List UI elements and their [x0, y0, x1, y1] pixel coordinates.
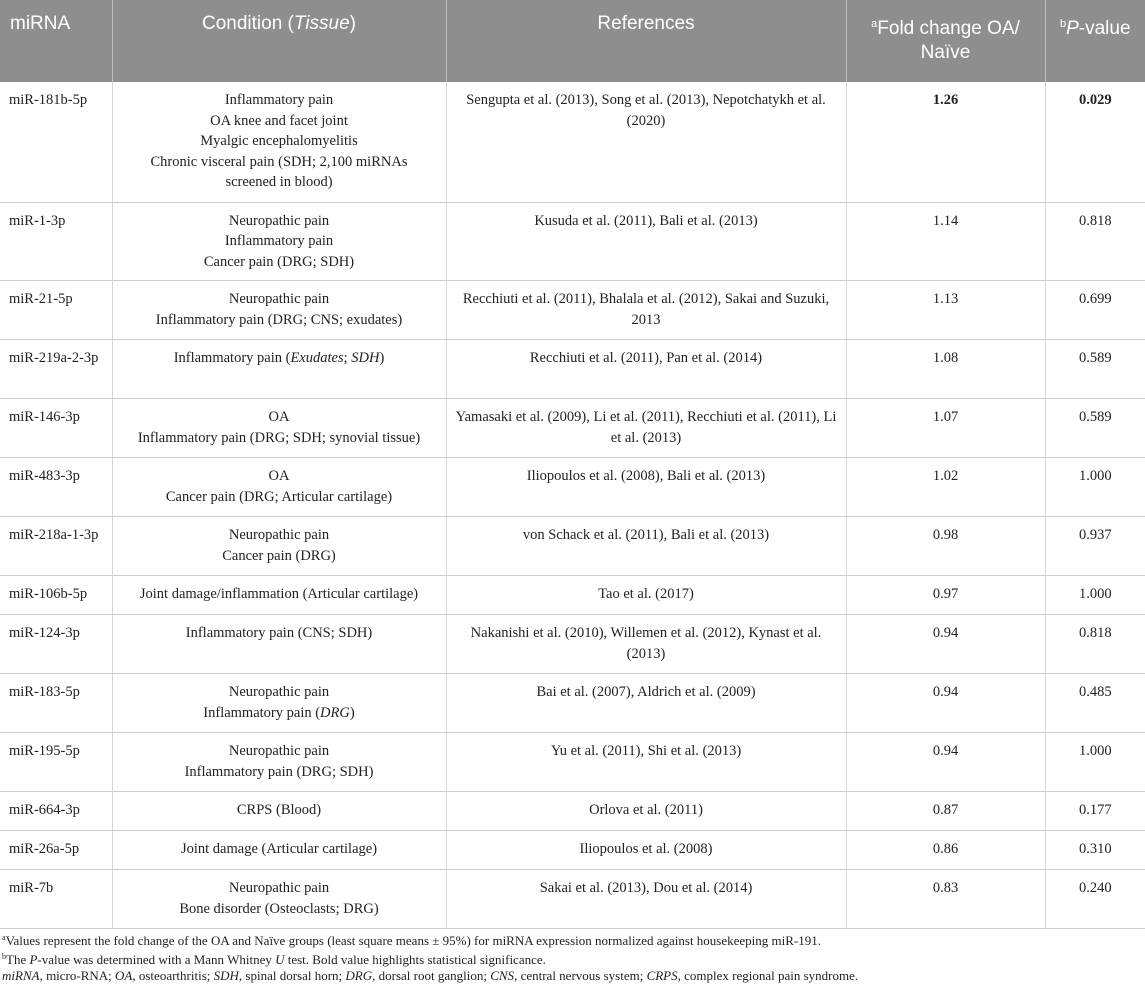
cell-references: Bai et al. (2007), Aldrich et al. (2009): [446, 674, 846, 733]
cell-fold-change: 1.08: [846, 340, 1045, 399]
abbr-term: OA: [115, 968, 133, 983]
cell-fold-change: 0.97: [846, 576, 1045, 615]
condition-fragment: ;: [343, 350, 352, 366]
cell-fold-change: 0.94: [846, 733, 1045, 792]
table-row: [0, 792, 1145, 831]
cell-references: Recchiuti et al. (2011), Pan et al. (2014): [446, 340, 846, 399]
abbr-term: CNS: [490, 968, 515, 983]
cell-pvalue: 0.818: [1045, 615, 1145, 674]
table-row: [0, 576, 1145, 615]
table-row: [0, 399, 1145, 458]
header-condition: Condition (Tissue): [112, 0, 446, 82]
condition-line: OA: [268, 409, 290, 425]
cell-condition: [112, 870, 446, 929]
condition-line: Neuropathic pain: [228, 212, 330, 229]
condition-fragment: ): [349, 704, 355, 721]
cell-mirna: miR-21-5p: [0, 281, 112, 340]
cell-mirna: miR-664-3p: [0, 792, 112, 831]
cell-fold-change: 1.02: [846, 458, 1045, 517]
footnote-abbreviations: [0, 966, 1145, 986]
cell-mirna: miR-195-5p: [0, 733, 112, 792]
cell-fold-change: 1.07: [846, 399, 1045, 458]
footnote-a: $^a$Values represent the fold change of the OA and Naïve groups (least square means ± 95%) for miRNA expression normalized against housekeeping miR-191.: [2, 933, 822, 948]
cell-pvalue: 0.589: [1045, 340, 1145, 399]
condition-line: Cancer pain (DRG; SDH): [203, 253, 355, 270]
cell-mirna: miR-26a-5p: [0, 831, 112, 870]
cell-mirna: miR-219a-2-3p: [0, 340, 112, 399]
cell-pvalue: 1.000: [1045, 458, 1145, 517]
table-row: [0, 281, 1145, 340]
cell-pvalue: 0.818: [1045, 202, 1145, 281]
condition-line: Cancer pain (DRG): [222, 547, 336, 564]
condition-line: Inflammatory pain (DRG; SDH): [184, 763, 374, 780]
cell-references: Tao et al. (2017): [446, 576, 846, 615]
cell-condition: [112, 517, 446, 576]
cell-references: Recchiuti et al. (2011), Bhalala et al. (2012), Sakai and Suzuki, 2013: [446, 281, 846, 340]
table-row: [0, 340, 1145, 399]
cell-mirna: miR-483-3p: [0, 458, 112, 517]
cell-references: Iliopoulos et al. (2008), Bali et al. (2013): [446, 458, 846, 517]
table-row: [0, 202, 1145, 281]
cell-mirna: miR-183-5p: [0, 674, 112, 733]
cell-references: Sengupta et al. (2013), Song et al. (2013), Nepotchatykh et al. (2020): [446, 82, 846, 202]
cell-references: Orlova et al. (2011): [446, 792, 846, 831]
cell-condition: [112, 281, 446, 340]
cell-fold-change: 0.87: [846, 792, 1045, 831]
cell-references: Yu et al. (2011), Shi et al. (2013): [446, 733, 846, 792]
cell-pvalue: 0.310: [1045, 831, 1145, 870]
cell-references: Yamasaki et al. (2009), Li et al. (2011), Recchiuti et al. (2011), Li et al. (2013): [446, 399, 846, 458]
cell-condition: [112, 202, 446, 281]
condition-line: Neuropathic pain: [228, 880, 330, 896]
cell-condition: [112, 82, 446, 202]
condition-line: Inflammatory pain (DRG; SDH; synovial tissue): [137, 429, 421, 446]
cell-condition: [112, 674, 446, 733]
condition-line: Neuropathic pain: [228, 743, 330, 759]
cell-references: Nakanishi et al. (2010), Willemen et al. (2012), Kynast et al. (2013): [446, 615, 846, 674]
condition-line: Inflammatory pain (DRG; CNS; exudates): [155, 311, 403, 328]
abbr-term: DRG: [345, 968, 373, 983]
condition-line: Myalgic encephalomyelitis: [200, 133, 358, 149]
header-fold-change: $^a$Fold change OA/ Naïve: [846, 0, 1045, 82]
abbr-term: SDH: [213, 968, 239, 983]
cell-mirna: miR-181b-5p: [0, 82, 112, 202]
cell-condition: [112, 576, 446, 615]
condition-fragment: Inflammatory pain (: [173, 350, 291, 366]
abbr-definition: , dorsal root ganglion;: [372, 968, 491, 983]
cell-mirna: miR-146-3p: [0, 399, 112, 458]
cell-pvalue: 0.589: [1045, 399, 1145, 458]
cell-fold-change: 1.14: [846, 202, 1045, 281]
condition-fragment: ): [379, 350, 385, 366]
abbr-definition: , complex regional pain syndrome.: [677, 968, 859, 983]
footnote-b: $^b$The P-value was determined with a Mann Whitney U test. Bold value highlights statistical significance.: [2, 952, 546, 967]
condition-line: Joint damage/inflammation (Articular cartilage): [139, 586, 419, 602]
table-row: [0, 674, 1145, 733]
cell-fold-change: 0.94: [846, 615, 1045, 674]
condition-line: Inflammatory pain (CNS; SDH): [185, 625, 373, 641]
abbr-definition: , osteoarthritis;: [132, 968, 214, 983]
condition-line: Joint damage (Articular cartilage): [180, 841, 378, 857]
header-references: References: [446, 0, 846, 82]
condition-line: [121, 348, 438, 369]
header-pvalue: $^b$P-value: [1045, 0, 1145, 82]
table-header-row: [0, 0, 1145, 82]
abbr-definition: , micro-RNA;: [39, 968, 116, 983]
condition-line: Neuropathic pain: [228, 527, 330, 543]
cell-pvalue: 0.240: [1045, 870, 1145, 929]
cell-references: Kusuda et al. (2011), Bali et al. (2013): [446, 202, 846, 281]
condition-fragment: SDH: [351, 350, 380, 366]
condition-fragment: Exudates: [290, 350, 344, 366]
cell-condition: [112, 399, 446, 458]
cell-condition: [112, 615, 446, 674]
cell-pvalue: 0.485: [1045, 674, 1145, 733]
abbr-definition: , spinal dorsal horn;: [238, 968, 346, 983]
condition-line: OA: [268, 468, 290, 484]
condition-line: Neuropathic pain: [228, 291, 330, 307]
condition-line: Inflammatory pain: [224, 92, 334, 108]
table-row: [0, 831, 1145, 870]
cell-condition: [112, 831, 446, 870]
cell-condition: [112, 792, 446, 831]
table-row: [0, 870, 1145, 929]
cell-fold-change: 0.83: [846, 870, 1045, 929]
cell-condition: [112, 340, 446, 399]
condition-line: [121, 703, 438, 724]
cell-fold-change: 1.26: [846, 82, 1045, 202]
abbr-term: CRPS: [646, 968, 678, 983]
table-row: [0, 82, 1145, 202]
cell-condition: [112, 733, 446, 792]
cell-fold-change: 0.86: [846, 831, 1045, 870]
cell-mirna: miR-124-3p: [0, 615, 112, 674]
cell-fold-change: 0.94: [846, 674, 1045, 733]
cell-mirna: miR-1-3p: [0, 202, 112, 281]
cell-mirna: miR-218a-1-3p: [0, 517, 112, 576]
table-row: [0, 517, 1145, 576]
cell-pvalue: 0.937: [1045, 517, 1145, 576]
cell-pvalue: 1.000: [1045, 733, 1145, 792]
condition-line: OA knee and facet joint: [210, 112, 348, 129]
cell-references: Iliopoulos et al. (2008): [446, 831, 846, 870]
table-row: [0, 458, 1145, 517]
condition-line: CRPS (Blood): [236, 802, 322, 818]
table-row: [0, 615, 1145, 674]
cell-pvalue: 0.029: [1045, 82, 1145, 202]
condition-fragment: Inflammatory pain (: [203, 704, 321, 721]
cell-pvalue: 0.177: [1045, 792, 1145, 831]
condition-line: Bone disorder (Osteoclasts; DRG): [179, 900, 379, 917]
header-mirna: miRNA: [0, 0, 112, 82]
cell-references: Sakai et al. (2013), Dou et al. (2014): [446, 870, 846, 929]
condition-line: Chronic visceral pain (SDH; 2,100 miRNAs: [150, 153, 408, 170]
cell-references: von Schack et al. (2011), Bali et al. (2013): [446, 517, 846, 576]
cell-pvalue: 0.699: [1045, 281, 1145, 340]
condition-line: Neuropathic pain: [228, 684, 330, 700]
condition-fragment: DRG: [320, 704, 350, 721]
condition-line: screened in blood): [225, 174, 333, 190]
cell-fold-change: 1.13: [846, 281, 1045, 340]
abbr-term: miRNA: [2, 968, 40, 983]
abbr-definition: , central nervous system;: [514, 968, 647, 983]
cell-pvalue: 1.000: [1045, 576, 1145, 615]
cell-condition: [112, 458, 446, 517]
condition-line: Cancer pain (DRG; Articular cartilage): [165, 488, 393, 505]
cell-fold-change: 0.98: [846, 517, 1045, 576]
cell-mirna: miR-7b: [0, 870, 112, 929]
table-row: [0, 733, 1145, 792]
condition-line: Inflammatory pain: [224, 233, 334, 249]
cell-mirna: miR-106b-5p: [0, 576, 112, 615]
